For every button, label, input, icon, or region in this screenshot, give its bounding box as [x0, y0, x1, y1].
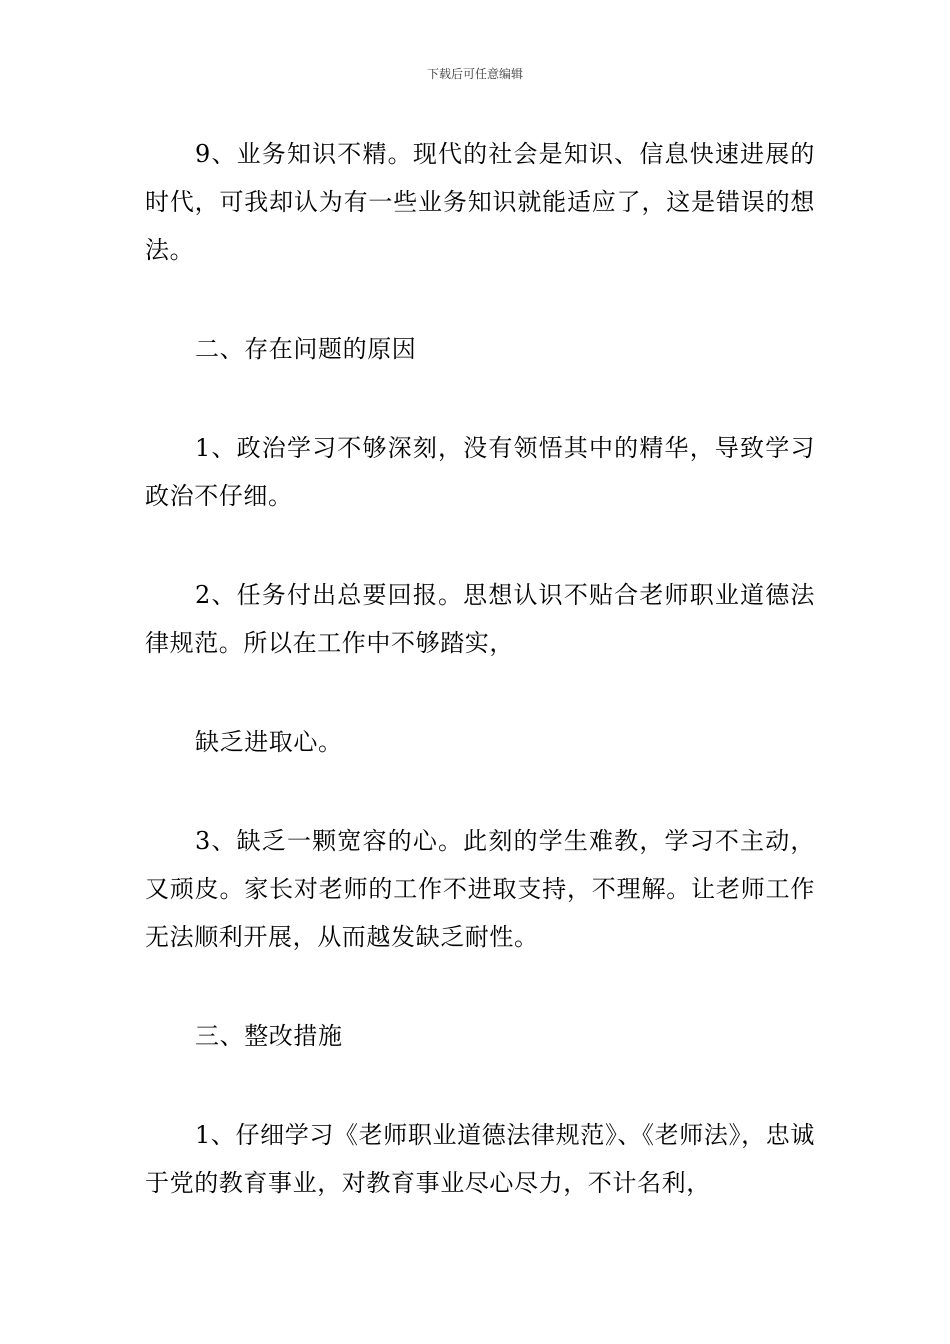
paragraph-cause-3: 3、缺乏一颗宽容的心。此刻的学生难教，学习不主动，又顽皮。家长对老师的工作不进取支持，不理解。让老师工作无法顺利开展，从而越发缺乏耐性。	[145, 827, 815, 951]
section-heading-causes: 二、存在问题的原因	[195, 335, 417, 363]
paragraph-measure-1: 1、仔细学习《老师职业道德法律规范》、《老师法》，忠诚于党的教育事业，对教育事业尽心尽力，不计名利，	[145, 1121, 815, 1197]
section-heading-measures: 三、整改措施	[195, 1022, 343, 1050]
paragraph-cause-1: 1、政治学习不够深刻，没有领悟其中的精华，导致学习政治不仔细。	[145, 434, 815, 510]
paragraph-item-9: 9、业务知识不精。现代的社会是知识、信息快速进展的时代，可我却认为有一些业务知识就能适应了，这是错误的想法。	[145, 140, 815, 264]
page-header-note: 下载后可任意编辑	[426, 67, 523, 81]
document-body	[145, 130, 815, 1258]
paragraph-cause-2-continued: 缺乏进取心。	[195, 728, 343, 756]
paragraph-cause-2: 2、任务付出总要回报。思想认识不贴合老师职业道德法律规范。所以在工作中不够踏实，	[145, 581, 815, 657]
